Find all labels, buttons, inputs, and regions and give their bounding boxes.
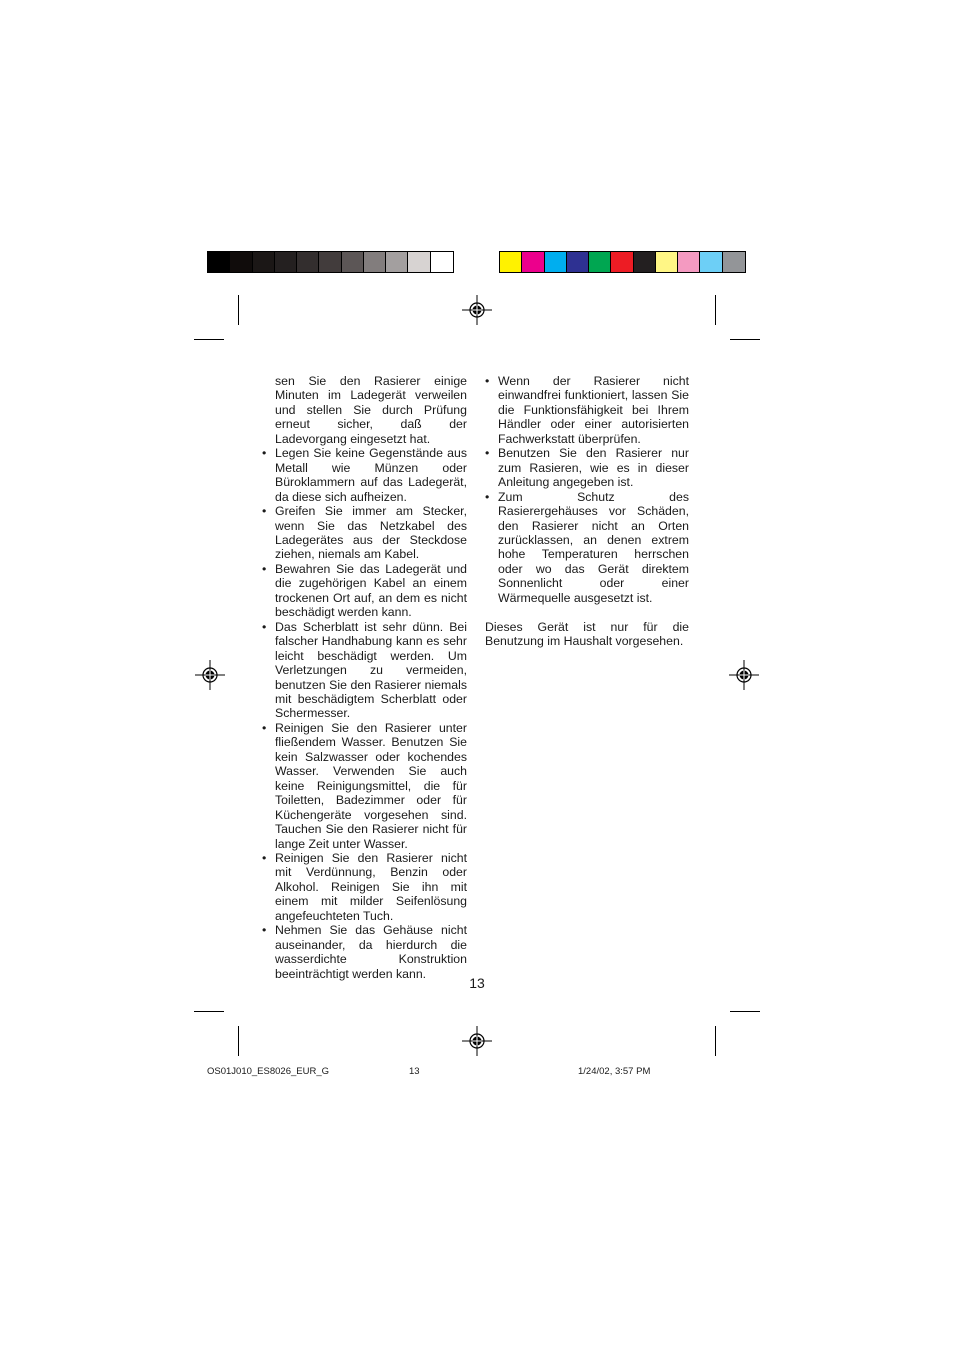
color-swatch [522, 252, 544, 272]
bullet-item [485, 490, 689, 606]
household-use-note: Dieses Gerät ist nur für die Benutzung im Haushalt vorgesehen. [485, 619, 689, 649]
registration-mark-icon [462, 295, 492, 325]
page-number: 13 [469, 975, 485, 991]
bullet-symbol: • [262, 504, 267, 519]
crop-mark [194, 339, 224, 340]
color-swatch [275, 252, 297, 272]
bullet-text: Greifen Sie immer am Stecker, wenn Sie das Netzkabel des Ladegerätes aus der Steckdose ziehen, niemals am Kabel. [275, 504, 467, 562]
bullet-symbol: • [262, 446, 267, 461]
color-swatch [678, 252, 700, 272]
bullet-item [262, 851, 467, 923]
bullet-text: Nehmen Sie das Gehäuse nicht auseinander, da hierdurch die wasserdichte Konstruktion beeinträchtigt werden kann. [275, 923, 467, 981]
bullet-item [262, 620, 467, 721]
color-swatch [611, 252, 633, 272]
bullet-item [262, 562, 467, 620]
bullet-text: Bewahren Sie das Ladegerät und die zugehörigen Kabel an einem trockenen Ort auf, an dem es nicht beschädigt werden kann. [275, 561, 467, 620]
registration-mark-icon [195, 660, 225, 690]
grayscale-calibration-bar [207, 251, 454, 273]
bullet-item [262, 721, 467, 851]
color-swatch [723, 252, 745, 272]
color-swatch [408, 252, 430, 272]
bullet-item [485, 374, 689, 446]
bullet-text: Benutzen Sie den Rasierer nur zum Rasieren, wie es in dieser Anleitung angegeben ist. [498, 446, 689, 490]
bullet-symbol: • [262, 923, 267, 938]
color-swatch [342, 252, 364, 272]
color-swatch [297, 252, 319, 272]
bullet-item [262, 923, 467, 981]
color-swatch [567, 252, 589, 272]
bullet-symbol: • [485, 489, 490, 504]
color-swatch [634, 252, 656, 272]
bullet-text: Legen Sie keine Gegenstände aus Metall wie Münzen oder Büroklammern auf das Ladegerät, da diese sich aufheizen. [275, 446, 467, 504]
crop-mark [730, 1011, 760, 1012]
crop-mark [715, 295, 716, 325]
bullet-symbol: • [262, 561, 267, 576]
crop-mark [715, 1026, 716, 1056]
bullet-text: Reinigen Sie den Rasierer unter fließendem Wasser. Benutzen Sie kein Salzwasser oder kochendes Wasser. Verwenden Sie auch keine Reinigungsmittel, die für Toiletten, Badezimmer oder für Küchengeräte vorgesehen sind. Tauchen Sie den Rasierer nicht für lange Zeit unter Wasser. [275, 720, 467, 851]
color-swatch [208, 252, 230, 272]
bullet-item [262, 504, 467, 562]
footer-page-number: 13 [409, 1066, 420, 1077]
color-swatch [431, 252, 453, 272]
color-calibration-bar [499, 251, 746, 273]
right-text-column [485, 374, 689, 649]
bullet-symbol: • [262, 850, 267, 865]
color-swatch [319, 252, 341, 272]
bullet-text: Wenn der Rasierer nicht einwandfrei funktioniert, lassen Sie die Funktionsfähigkeit bei Ihrem Händler oder einer autorisierten Fachwerkstatt überprüfen. [498, 374, 689, 446]
color-swatch [230, 252, 252, 272]
footer-file-name: OS01J010_ES8026_EUR_G [207, 1066, 329, 1077]
registration-mark-icon [729, 660, 759, 690]
color-swatch [589, 252, 611, 272]
bullet-item [485, 446, 689, 489]
bullet-symbol: • [262, 619, 267, 634]
footer-timestamp: 1/24/02, 3:57 PM [578, 1066, 651, 1077]
crop-mark [238, 295, 239, 325]
bullet-text: Reinigen Sie den Rasierer nicht mit Verdünnung, Benzin oder Alkohol. Reinigen Sie ihn mit einem mit milder Seifenlösung angefeuchteten Tuch. [275, 850, 467, 923]
color-swatch [500, 252, 522, 272]
color-swatch [253, 252, 275, 272]
bullet-symbol: • [485, 374, 490, 388]
color-swatch [386, 252, 408, 272]
registration-mark-icon [462, 1026, 492, 1056]
crop-mark [730, 339, 760, 340]
color-swatch [700, 252, 722, 272]
color-swatch [656, 252, 678, 272]
crop-mark [194, 1011, 224, 1012]
color-swatch [364, 252, 386, 272]
left-text-column [262, 374, 467, 981]
continued-paragraph: sen Sie den Rasierer einige Minuten im Ladegerät verweilen und stellen Sie durch Prüfung erneut sicher, daß der Ladevorgang eingesetzt hat. [275, 374, 467, 446]
bullet-symbol: • [485, 446, 490, 461]
crop-mark [238, 1026, 239, 1056]
bullet-item [262, 446, 467, 504]
bullet-text: Zum Schutz des Rasierergehäuses vor Schäden, den Rasierer nicht an Orten zurücklassen, an denen extrem hohe Temperaturen herrschen oder wo das Gerät direktem Sonnenlicht oder einer Wärmequelle ausgesetzt ist. [498, 489, 689, 605]
color-swatch [545, 252, 567, 272]
bullet-text: Das Scherblatt ist sehr dünn. Bei falscher Handhabung kann es sehr leicht beschädigt werden. Um Verletzungen zu vermeiden, benutzen Sie den Rasierer niemals mit beschädigtem Scherblatt oder Schermesser. [275, 619, 467, 721]
bullet-symbol: • [262, 720, 267, 735]
